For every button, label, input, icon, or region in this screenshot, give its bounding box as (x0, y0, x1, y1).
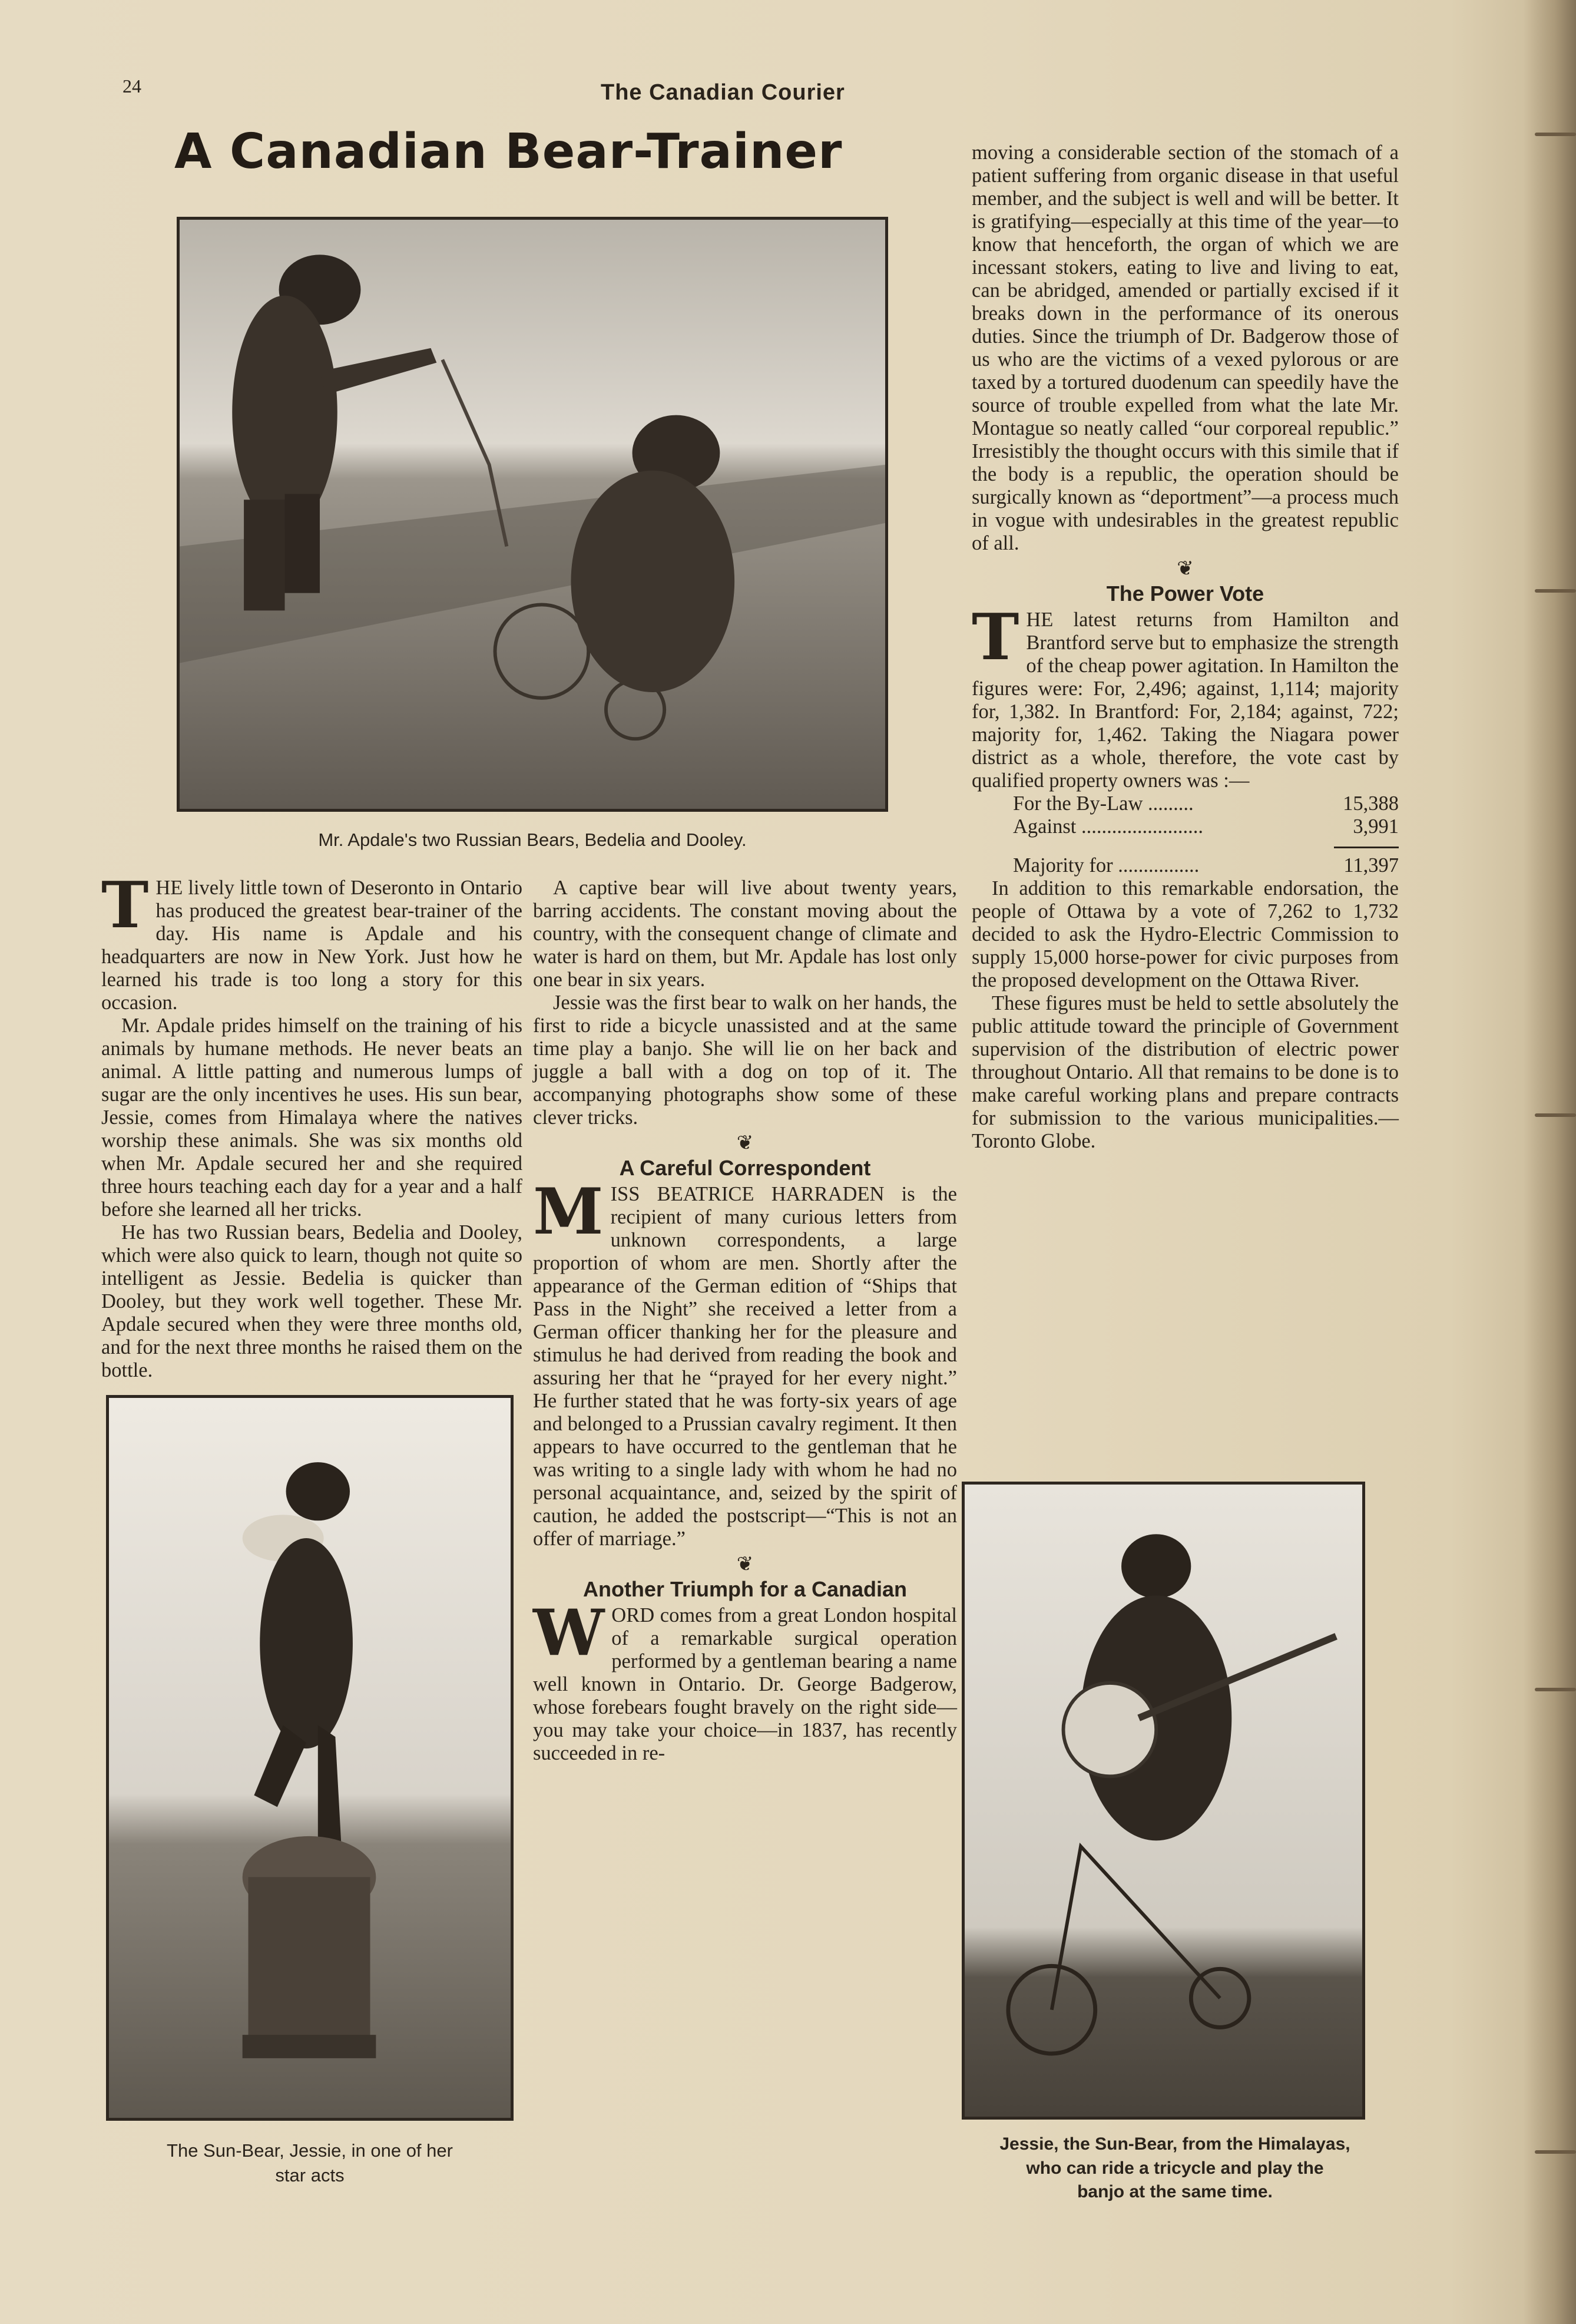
vote-label: Against ........................ (1013, 815, 1203, 838)
vote-label: Majority for ................ (1013, 854, 1200, 877)
photo-sun-bear-stool (106, 1395, 514, 2121)
power-vote-paragraph: In addition to this remarkable endorsation, the people of Ottawa by a vote of 7,262 to 1,732 decided to ask the Hydro-Electric Commission to supply 15,000 horse-power for civic purposes from the proposed development on the Ottawa River. (972, 877, 1399, 991)
article-paragraph: Jessie was the first bear to walk on her hands, the first to ride a bicycle unassisted and at the same time play a banjo. She will lie on her back and juggle a ball with a dog on top of it. The accompanying photographs show some of these clever tricks. (533, 991, 957, 1129)
sum-rule (1334, 847, 1399, 848)
article-paragraph: HE lively little town of Deseronto in Ontario has produced the greatest bear-trainer of the day. His name is Apdale and his headquarters are now in New York. Just how he learned his trade is too long a story for this occasion. (101, 877, 522, 1014)
photo-russian-bears (177, 217, 888, 812)
article-title: A Canadian Bear-Trainer (174, 124, 843, 180)
leaf-ornament-icon: ❦ (736, 1132, 754, 1154)
running-head: The Canadian Courier (601, 80, 845, 105)
binding-stitch (1535, 2150, 1576, 2154)
photo2-caption-line: The Sun-Bear, Jessie, in one of her (167, 2140, 453, 2161)
correspondent-body: ISS BEATRICE HARRADEN is the recipient of many curious letters from unknown correspondents, a large proportion of whom are men. Shortly after the appearance of the German edition of “Ships that Pass in the Night” she received a letter from a German officer thanking her for the pleasure and stimulus he had derived from reading the book and assuring her that he “prayed for her every night.” He further stated that he was forty-six years of age and belonged to a Prussian cavalry regiment. It then appears to have occurred to the gentleman that he was writing to a single lady with whom he had no personal acquaintance, and, seized by the spirit of caution, he added the postscript—“This is not an offer of marriage.” (533, 1183, 957, 1550)
power-vote-paragraph: HE latest returns from Hamilton and Brantford serve but to emphasize the strength of the cheap power agitation. In Hamilton the figures were: For, 2,496; against, 1,114; majority for, 1,382. In Brantford: For, 2,184; against, 722; majority for, 1,462. Taking the Niagara power district as a whole, therefore, the vote cast by qualified property owners was :— (972, 609, 1399, 792)
vote-row-for (972, 792, 1399, 815)
vote-row-against (972, 815, 1399, 838)
article-column-2 (533, 877, 957, 1765)
triumph-body: ORD comes from a great London hospital of a remarkable surgical operation performed by a gentleman bearing a name well known in Ontario. Dr. George Badgerow, whose forebears fought bravely on the right side—you may take your choice—in 1837, has recently succeeded in re- (533, 1604, 957, 1764)
section-title-triumph: Another Triumph for a Canadian (582, 1577, 908, 1601)
dropcap: T (101, 868, 149, 943)
photo3-caption (942, 2133, 1408, 2204)
photo2-caption (106, 2138, 514, 2188)
binding-stitch (1535, 1688, 1576, 1691)
section-title-power-vote: The Power Vote (1106, 581, 1264, 606)
dropcap: T (972, 600, 1019, 675)
page-binding-shadow (1523, 0, 1576, 2324)
section-title-correspondent: A Careful Correspondent (619, 1156, 871, 1180)
binding-stitch (1535, 133, 1576, 136)
vote-row-majority (972, 854, 1399, 877)
photo3-caption-line: Jessie, the Sun-Bear, from the Himalayas, (999, 2134, 1350, 2154)
leaf-ornament-icon: ❦ (736, 1553, 754, 1575)
article-paragraph: Mr. Apdale prides himself on the training of his animals by humane methods. He never beats an animal. A little patting and numerous lumps of sugar are the only incentives he uses. His sun bear, Jessie, comes from Himalaya where the natives worship these animals. She was six months old when Mr. Apdale secured her and she required three hours teaching each day for a year and a half before she learned all her tricks. (101, 1014, 522, 1221)
triumph-continuation: moving a considerable section of the stomach of a patient suffering from organic disease in that useful member, and the subject is well and will be better. It is gratifying—especially at this time of the year—to know that henceforth, the organ of which we are incessant stokers, eating to live and living to eat, can be abridged, amended or partially excised if it breaks down in the performance of its onerous duties. Since the triumph of Dr. Badgerow those of us who are the victims of a vexed pylorous or are taxed by a tortured duodenum can speedily have the source of trouble expelled from what the late Mr. Montague so neatly called “our corporeal republic.” Irresistibly the thought occurs with this simile that if the body is a republic, the operation should be surgically known as “deportment”—a process much in vogue with undesirables in the greatest republic of all. (972, 141, 1399, 554)
binding-stitch (1535, 589, 1576, 593)
vote-value: 3,991 (1353, 815, 1399, 838)
dropcap: M (533, 1175, 604, 1249)
power-vote-paragraph: These figures must be held to settle absolutely the public attitude toward the principle of Government supervision of the distribution of electric power throughout Ontario. All that remains to be done is to make careful working plans and prepare contracts for submission to the various municipalities.—Toronto Globe. (972, 992, 1399, 1152)
photo-sun-bear-banjo (962, 1482, 1365, 2120)
article-paragraph: A captive bear will live about twenty years, barring accidents. The constant moving about the country, with the consequent change of climate and water is hard on them, but Mr. Apdale has lost only one bear in six years. (533, 877, 957, 991)
dropcap: W (533, 1596, 605, 1670)
binding-stitch (1535, 1113, 1576, 1117)
vote-value: 11,397 (1343, 854, 1399, 877)
leaf-ornament-icon: ❦ (1177, 558, 1194, 580)
article-paragraph: He has two Russian bears, Bedelia and Dooley, which were also quick to learn, though not quite so intelligent as Jessie. Bedelia is quicker than Dooley, but they work well together. These Mr. Apdale secured when they were three months old, and for the next three months he raised them on the bottle. (101, 1221, 522, 1381)
article-column-1 (101, 868, 522, 1382)
photo1-caption: Mr. Apdale's two Russian Bears, Bedelia and Dooley. (318, 829, 747, 850)
vote-label: For the By-Law ......... (1013, 792, 1194, 815)
photo3-caption-line: who can ride a tricycle and play the (1026, 2158, 1324, 2178)
vote-value: 15,388 (1343, 792, 1399, 815)
article-column-3 (972, 141, 1399, 1153)
photo2-caption-line: star acts (275, 2164, 345, 2186)
page-number: 24 (122, 75, 141, 97)
photo3-caption-line: banjo at the same time. (1077, 2182, 1273, 2201)
